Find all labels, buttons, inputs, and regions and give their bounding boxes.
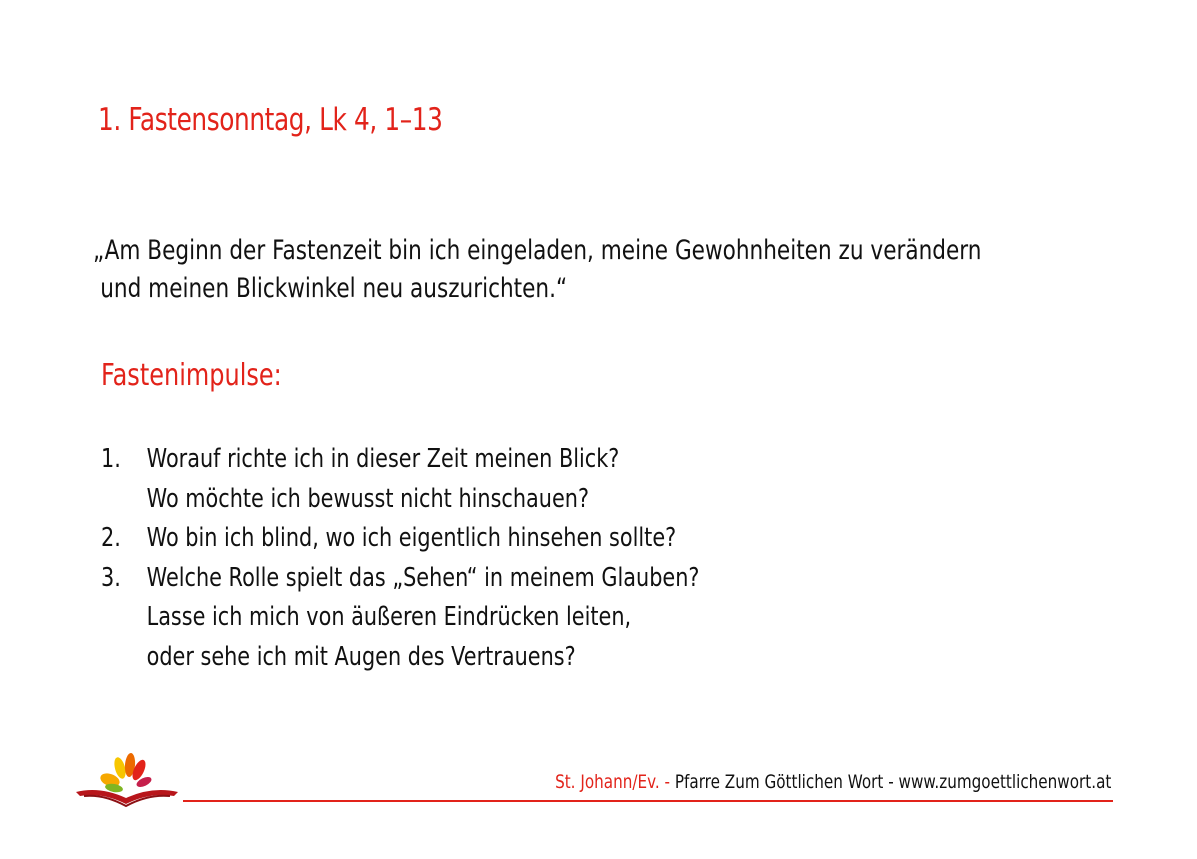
list-item [101, 559, 699, 678]
footer-parish: St. Johann/Ev. - [554, 771, 670, 793]
list-item-line: Wo möchte ich bewusst nicht hinschauen? [146, 483, 589, 514]
section-title: Fastenimpulse: [101, 358, 282, 393]
list-item-line: oder sehe ich mit Augen des Vertrauens? [146, 641, 576, 672]
quote-line-1: „Am Beginn der Fastenzeit bin ich eingeladen, meine Gewohnheiten zu verändern [93, 235, 982, 266]
quote-line-2: und meinen Blickwinkel neu auszurichten.“ [100, 273, 568, 304]
list-item-line: Worauf richte ich in dieser Zeit meinen Blick? [146, 444, 620, 474]
list-item-number: 2. [101, 523, 121, 553]
list-item-number: 3. [101, 562, 121, 593]
list-item-number: 1. [101, 444, 121, 474]
list-item-line: Wo bin ich blind, wo ich eigentlich hinsehen sollte? [146, 523, 677, 553]
open-book-flame-logo-icon [74, 752, 180, 810]
list-item [101, 519, 699, 559]
list-item [101, 440, 699, 519]
list-item-line: Lasse ich mich von äußeren Eindrücken leiten, [146, 602, 632, 632]
impulse-list [101, 440, 699, 677]
list-item-line: Welche Rolle spielt das „Sehen“ in meinem Glauben? [146, 562, 700, 593]
footer-text [555, 771, 1111, 793]
page-title: 1. Fastensonntag, Lk 4, 1–13 [98, 102, 443, 138]
quote-block [93, 232, 982, 308]
footer-website: Pfarre Zum Göttlichen Wort - www.zumgoettlichenwort.at [669, 771, 1111, 793]
footer-divider [183, 800, 1113, 802]
